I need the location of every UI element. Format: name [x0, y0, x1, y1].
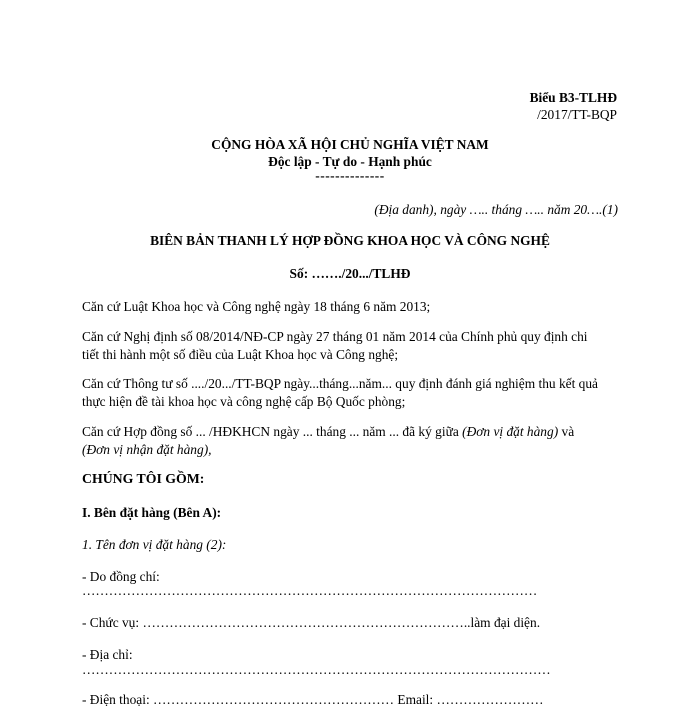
legal-basis-4-text: Căn cứ Hợp đồng số ... /HĐKHCN ngày ... tháng ... năm ... đã ký giữa — [82, 424, 463, 439]
document-number: Số: ……./20.../TLHĐ — [289, 266, 411, 281]
receiving-unit-placeholder: (Đơn vị nhận đặt hàng), — [82, 442, 212, 457]
form-number: /2017/TT-BQP — [537, 107, 617, 122]
legal-basis-1: Căn cứ Luật Khoa học và Công nghệ ngày 18 tháng 6 năm 2013; — [82, 299, 431, 314]
party-a-heading: I. Bên đặt hàng (Bên A): — [82, 505, 222, 520]
legal-basis-2-line-2: tiết thi hành một số điều của Luật Khoa học và Công nghệ; — [82, 347, 399, 362]
address-label: - Địa chỉ: — [82, 647, 133, 662]
national-motto: Độc lập - Tự do - Hạnh phúc — [268, 154, 432, 169]
legal-basis-3-line-2: thực hiện đề tài khoa học và công nghệ cấp Bộ Quốc phòng; — [82, 394, 406, 409]
place-date-line: (Địa danh), ngày ….. tháng ….. năm 20….(1) — [374, 202, 618, 217]
representative-fill-line: ………………………………………………………………………………………… — [82, 583, 538, 598]
ordering-unit-name-label: 1. Tên đơn vị đặt hàng (2): — [82, 537, 227, 552]
position-line: - Chức vụ: ………………………………………………………………..làm đại diện. — [82, 615, 541, 630]
parties-heading: CHÚNG TÔI GỒM: — [82, 471, 205, 486]
legal-basis-3-line-1: Căn cứ Thông tư số ..../20.../TT-BQP ngày...tháng...năm... quy định đánh giá nghiệm thu kết quả — [82, 376, 598, 391]
header-divider: -------------- — [315, 168, 385, 183]
representative-label: - Do đồng chí: — [82, 569, 160, 584]
document-title: BIÊN BẢN THANH LÝ HỢP ĐỒNG KHOA HỌC VÀ CÔNG NGHỆ — [150, 233, 550, 248]
address-fill-line: …………………………………………………………………………………………… — [82, 662, 551, 677]
national-title: CỘNG HÒA XÃ HỘI CHỦ NGHĨA VIỆT NAM — [211, 137, 489, 152]
legal-basis-4-conjunction: và — [558, 424, 575, 439]
legal-basis-2-line-1: Căn cứ Nghị định số 08/2014/NĐ-CP ngày 27 tháng 01 năm 2014 của Chính phủ quy định chi — [82, 329, 588, 344]
phone-email-line: - Điện thoại: ……………………………………………… Email: …………………… — [82, 692, 544, 707]
ordering-unit-placeholder: (Đơn vị đặt hàng) — [462, 424, 559, 439]
form-code: Biểu B3-TLHĐ — [529, 90, 617, 105]
legal-basis-4-line-1 — [82, 424, 574, 440]
